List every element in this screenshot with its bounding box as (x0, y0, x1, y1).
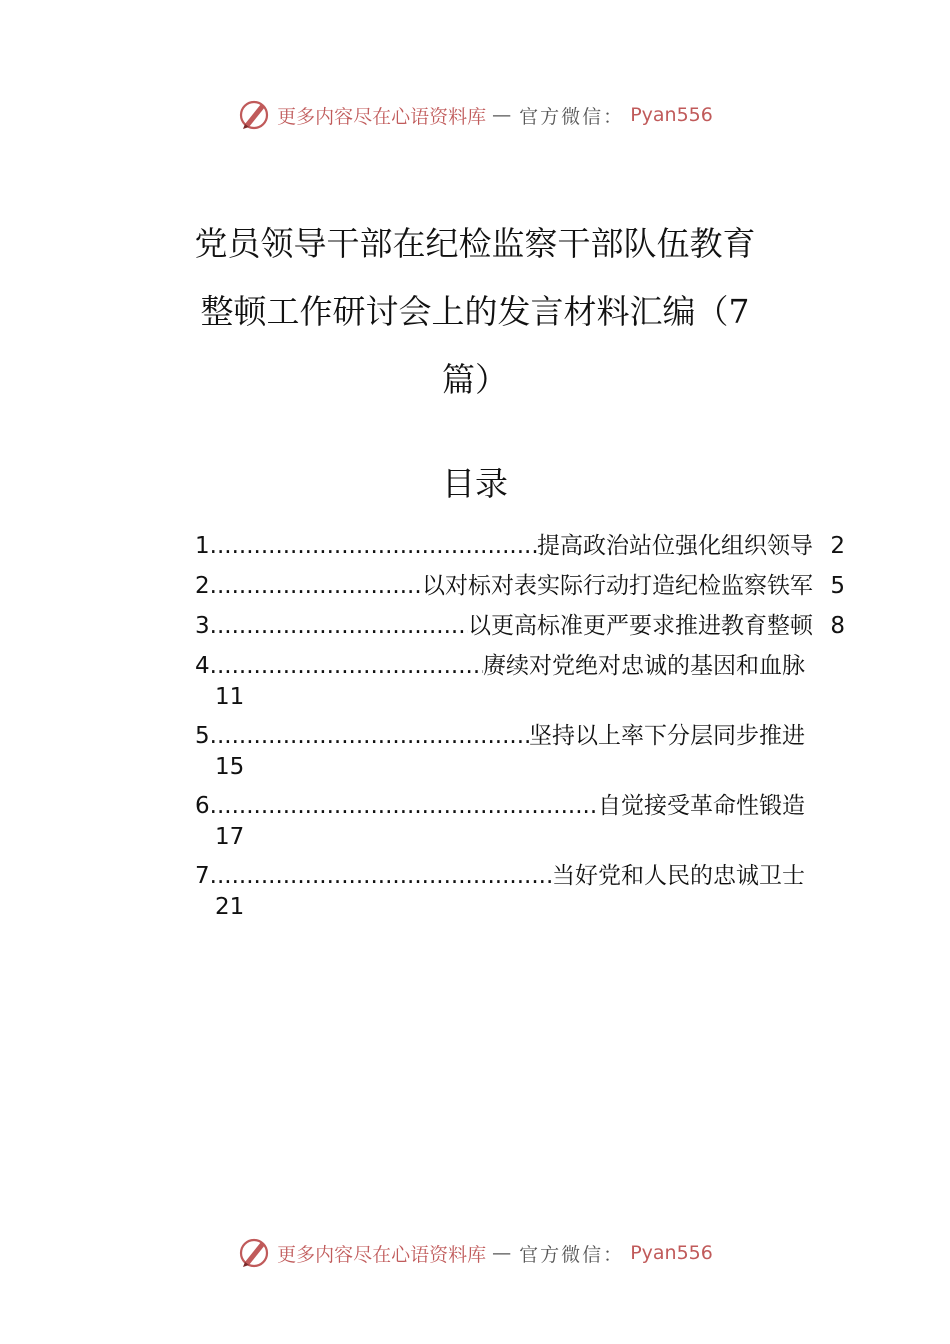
header-banner (0, 95, 950, 135)
toc-item-title: 自觉接受革命性锻造 (598, 793, 805, 819)
table-of-contents (195, 530, 845, 930)
banner-text: 更多内容尽在心语资料库 (277, 105, 487, 128)
toc-item-page: 2 (830, 533, 845, 559)
title-line-3: 篇） (442, 360, 508, 399)
toc-leader-dots (210, 610, 468, 642)
toc-item-number: 2 (195, 573, 210, 599)
document-title (150, 210, 800, 414)
banner-wechat-id: Pyan556 (630, 104, 713, 126)
banner-wechat-label: 官方微信： (519, 105, 625, 128)
pen-circle-logo-icon (237, 98, 271, 132)
toc-item-page: 17 (215, 824, 245, 850)
toc-heading: 目录 (442, 464, 508, 503)
toc-item-title: 以更高标准更严要求推进教育整顿 (468, 613, 813, 639)
banner-wechat-label: 官方微信： (519, 1243, 625, 1266)
toc-item-page: 11 (215, 684, 245, 710)
toc-item-number: 3 (195, 613, 210, 639)
toc-item-2[interactable] (195, 570, 845, 602)
toc-item-title: 提高政治站位强化组织领导 (537, 533, 813, 559)
banner-dash: — (492, 1242, 514, 1264)
toc-item-number: 6 (195, 793, 210, 819)
toc-item-number: 1 (195, 533, 210, 559)
toc-item-number: 5 (195, 723, 210, 749)
pen-circle-logo-icon (237, 1236, 271, 1270)
toc-item-4[interactable] (195, 650, 845, 712)
toc-leader-dots (210, 860, 552, 892)
toc-item-page: 5 (830, 573, 845, 599)
toc-item-title: 坚持以上率下分层同步推进 (529, 723, 805, 749)
title-line-2: 整顿工作研讨会上的发言材料汇编（7 (200, 292, 750, 331)
toc-leader-dots (210, 650, 483, 682)
toc-item-1[interactable] (195, 530, 845, 562)
banner-dash: — (492, 104, 514, 126)
toc-item-6[interactable] (195, 790, 845, 852)
title-line-1: 党员领导干部在纪检监察干部队伍教育 (194, 224, 756, 263)
banner-text: 更多内容尽在心语资料库 (277, 1243, 487, 1266)
toc-item-3[interactable] (195, 610, 845, 642)
toc-item-page: 21 (215, 894, 245, 920)
toc-leader-dots (210, 570, 422, 602)
toc-item-page: 15 (215, 754, 245, 780)
toc-item-5[interactable] (195, 720, 845, 782)
toc-item-title: 赓续对党绝对忠诚的基因和血脉 (483, 653, 805, 679)
footer-banner (0, 1233, 950, 1273)
banner-wechat-id: Pyan556 (630, 1242, 713, 1264)
toc-item-number: 4 (195, 653, 210, 679)
toc-item-title: 以对标对表实际行动打造纪检监察铁军 (422, 573, 813, 599)
toc-item-number: 7 (195, 863, 210, 889)
toc-item-page: 8 (830, 613, 845, 639)
toc-item-7[interactable] (195, 860, 845, 922)
toc-leader-dots (210, 530, 537, 562)
toc-leader-dots (210, 790, 598, 822)
toc-leader-dots (210, 720, 529, 752)
toc-item-title: 当好党和人民的忠诚卫士 (552, 863, 805, 889)
